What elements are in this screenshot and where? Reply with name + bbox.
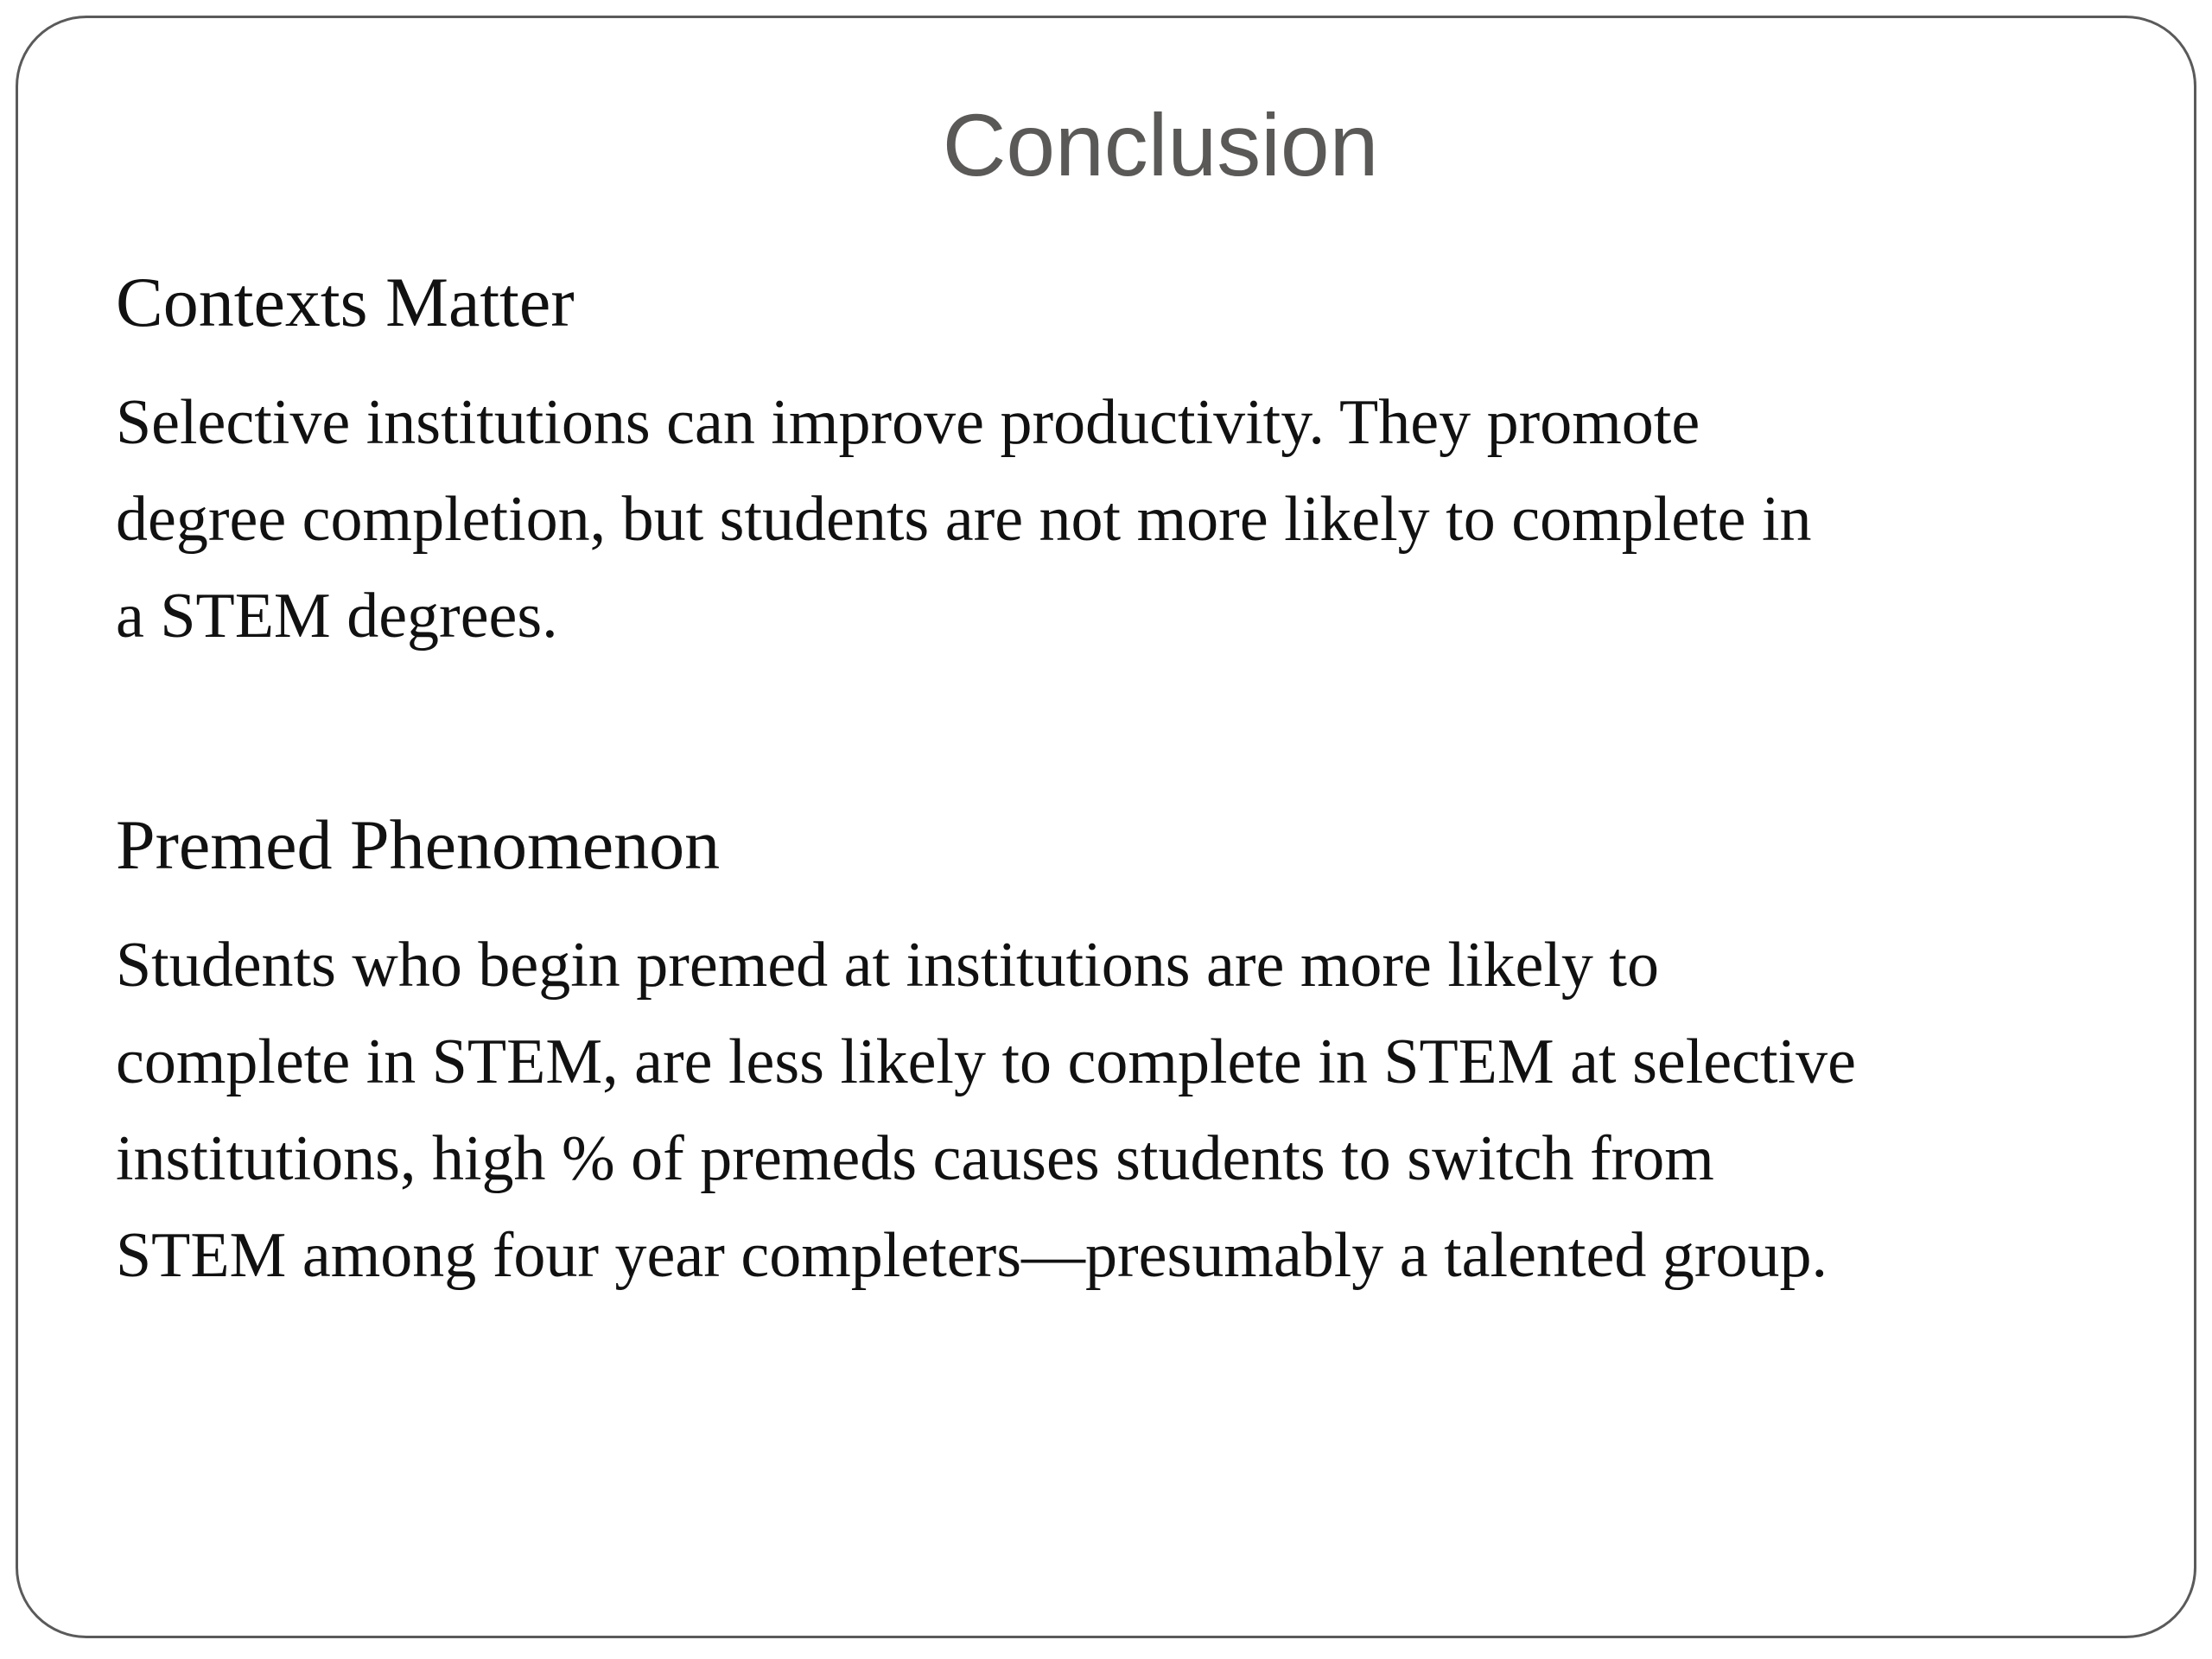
body-line: degree completion, but students are not more likely to complete in <box>116 484 1812 555</box>
section-contexts-matter <box>116 259 2129 664</box>
body-line: complete in STEM, are less likely to complete in STEM at selective <box>116 1027 1856 1097</box>
body-line: STEM among four year completers—presumably a talented group. <box>116 1220 1827 1291</box>
section-heading: Contexts Matter <box>116 263 575 341</box>
body-line: Selective institutions can improve productivity. They promote <box>116 387 1700 458</box>
slide-title: Conclusion <box>942 96 1379 194</box>
body-line: Students who begin premed at institutions are more likely to <box>116 930 1659 1001</box>
body-line: a STEM degrees. <box>116 581 558 652</box>
body-line: institutions, high % of premeds causes students to switch from <box>116 1123 1714 1194</box>
section-body <box>116 374 2129 664</box>
section-premed-phenomenon <box>116 802 2129 1304</box>
section-body <box>116 917 2129 1304</box>
section-heading: Premed Phenomenon <box>116 805 721 884</box>
